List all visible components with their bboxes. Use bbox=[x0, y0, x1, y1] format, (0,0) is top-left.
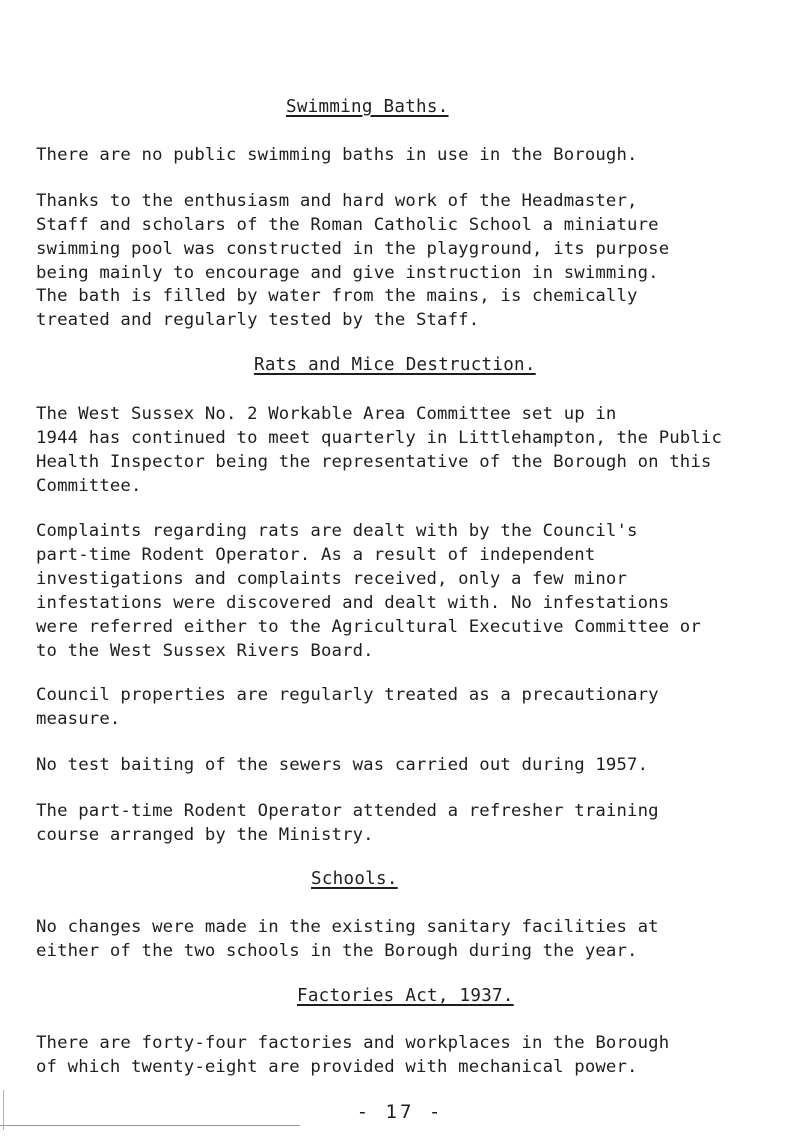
paragraph-rats-5 bbox=[36, 799, 786, 847]
text-line: either of the two schools in the Borough during the year. bbox=[36, 941, 638, 961]
text-line: 1944 has continued to meet quarterly in Littlehampton, the Public bbox=[36, 428, 723, 448]
paragraph-rats-2 bbox=[36, 519, 786, 663]
text-line: of which twenty-eight are provided with mechanical power. bbox=[36, 1057, 638, 1077]
text-line: The part-time Rodent Operator attended a refresher training bbox=[36, 801, 659, 821]
text-line: There are no public swimming baths in use in the Borough. bbox=[36, 145, 638, 165]
paragraph-swimming-1 bbox=[36, 143, 786, 167]
text-line: to the West Sussex Rivers Board. bbox=[36, 641, 374, 661]
text-line: No test baiting of the sewers was carried out during 1957. bbox=[36, 755, 649, 775]
heading-swimming-baths: Swimming Baths. bbox=[286, 97, 449, 117]
paragraph-rats-1 bbox=[36, 402, 786, 498]
text-line: part-time Rodent Operator. As a result of independent bbox=[36, 545, 596, 565]
scan-edge-line-vertical bbox=[3, 1090, 4, 1130]
paragraph-swimming-2 bbox=[36, 189, 786, 285]
text-line: investigations and complaints received, only a few minor bbox=[36, 569, 628, 589]
text-line: The West Sussex No. 2 Workable Area Committee set up in bbox=[36, 404, 617, 424]
scan-edge-line bbox=[0, 1125, 300, 1126]
text-line: Thanks to the enthusiasm and hard work of the Headmaster, bbox=[36, 191, 638, 211]
text-line: swimming pool was constructed in the playground, its purpose bbox=[36, 239, 670, 259]
heading-rats-and-mice: Rats and Mice Destruction. bbox=[254, 355, 536, 375]
paragraph-rats-3 bbox=[36, 683, 786, 731]
text-line: No changes were made in the existing sanitary facilities at bbox=[36, 917, 659, 937]
text-line: Committee. bbox=[36, 476, 142, 496]
paragraph-swimming-3 bbox=[36, 284, 786, 332]
text-line: The bath is filled by water from the mains, is chemically bbox=[36, 286, 638, 306]
text-line: Staff and scholars of the Roman Catholic School a miniature bbox=[36, 215, 659, 235]
text-line: treated and regularly tested by the Staff. bbox=[36, 310, 480, 330]
text-line: There are forty-four factories and workplaces in the Borough bbox=[36, 1033, 670, 1053]
text-line: Council properties are regularly treated as a precautionary bbox=[36, 685, 659, 705]
text-line: infestations were discovered and dealt with. No infestations bbox=[36, 593, 670, 613]
paragraph-schools-1 bbox=[36, 915, 786, 963]
text-line: were referred either to the Agricultural Executive Committee or bbox=[36, 617, 701, 637]
text-line: Health Inspector being the representative of the Borough on this bbox=[36, 452, 712, 472]
text-line: course arranged by the Ministry. bbox=[36, 825, 374, 845]
heading-factories-act: Factories Act, 1937. bbox=[297, 986, 514, 1006]
text-line: being mainly to encourage and give instruction in swimming. bbox=[36, 263, 659, 283]
text-line: Complaints regarding rats are dealt with by the Council's bbox=[36, 521, 638, 541]
heading-schools: Schools. bbox=[311, 869, 398, 889]
page-number: - 17 - bbox=[356, 1101, 444, 1123]
text-line: measure. bbox=[36, 709, 121, 729]
paragraph-rats-4 bbox=[36, 753, 786, 777]
paragraph-factories-1 bbox=[36, 1031, 786, 1079]
